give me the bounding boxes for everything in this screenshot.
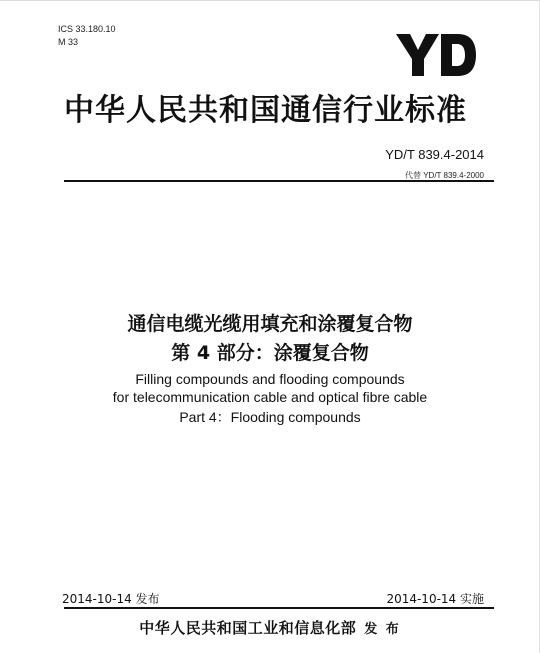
chinese-title-line2: 第 4 部分：涂覆复合物 [171,342,369,364]
chinese-title-line1: 通信电缆光缆用填充和涂覆复合物 [127,313,413,335]
issue-date: 2014-10-14 发布 [62,592,160,606]
publisher-line [0,617,540,638]
replaces-number: YD/T 839.4-2000 [423,171,484,180]
replaces-label: 代替 [404,171,421,180]
implementation-date: 2014-10-14 实施 [386,592,484,606]
footer-rule [64,607,494,609]
yd-logo [396,30,476,80]
standard-category-title: 中华人民共和国通信行业标准 [64,93,467,128]
publisher-name: 中华人民共和国工业和信息化部 [139,619,357,637]
english-title-line1: Filling compounds and flooding compounds [135,371,405,387]
header-rule [64,180,494,182]
ics-code: ICS 33.180.10 [58,24,116,34]
english-title-line3: Part 4：Flooding compounds [179,409,361,425]
page-border-top [0,0,540,1]
english-title-line2: for telecommunication cable and optical fibre cable [112,389,428,405]
ccs-code: M 33 [58,37,79,47]
standard-number: YD/T 839.4-2014 [385,147,484,162]
publisher-suffix: 发 布 [364,622,401,637]
classification-codes [58,23,116,49]
